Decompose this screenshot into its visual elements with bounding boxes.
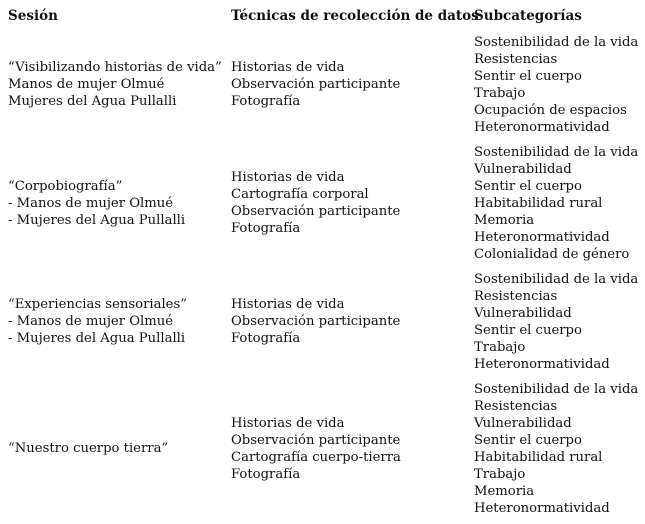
technique-item: Observación participante [231, 204, 401, 219]
technique-item: Cartografía corporal [231, 187, 369, 202]
technique-item: Cartografía cuerpo-tierra [231, 449, 401, 465]
subcategories-cell [474, 143, 644, 263]
session-title: “Nuestro cuerpo tierra” [8, 441, 169, 456]
subcategories-cell [474, 270, 644, 373]
subcategory-item: Resistencias [474, 51, 558, 67]
header-session: Sesión [8, 8, 58, 24]
session-group: - Manos de mujer Olmué [8, 314, 174, 329]
subcategory-item: Resistencias [474, 398, 558, 414]
header-techniques: Técnicas de recolección de datos [231, 8, 479, 24]
subcategory-item: Sostenibilidad de la vida [474, 144, 639, 160]
techniques-cell [231, 380, 471, 517]
technique-item: Fotografía [231, 331, 301, 346]
subcategory-item: Heteronormatividad [474, 356, 610, 372]
table-row [0, 33, 645, 136]
session-group: - Mujeres del Agua Pullalli [8, 212, 186, 228]
technique-item: Historias de vida [231, 415, 345, 431]
session-cell [8, 380, 228, 517]
subcategory-item: Habitabilidad rural [474, 195, 603, 211]
header-subcategories: Subcategorías [474, 8, 582, 24]
table-row [0, 270, 645, 373]
subcategory-item: Heteronormatividad [474, 119, 610, 135]
subcategory-item: Sentir el cuerpo [474, 322, 582, 338]
subcategory-item: Heteronormatividad [474, 500, 610, 516]
technique-item: Historias de vida [231, 297, 345, 312]
session-cell [8, 33, 228, 136]
technique-item: Observación participante [231, 77, 401, 92]
subcategory-item: Sostenibilidad de la vida [474, 34, 639, 50]
session-cell [8, 270, 228, 373]
subcategory-item: Vulnerabilidad [474, 161, 572, 177]
subcategory-item: Memoria [474, 212, 535, 228]
technique-item: Historias de vida [231, 170, 345, 185]
subcategory-item: Sentir el cuerpo [474, 432, 582, 448]
technique-item: Observación participante [231, 432, 401, 448]
session-cell [8, 143, 228, 263]
subcategory-item: Sentir el cuerpo [474, 178, 582, 194]
session-group: - Manos de mujer Olmué [8, 195, 174, 211]
table-header [0, 8, 645, 28]
techniques-cell [231, 270, 471, 373]
subcategory-item: Sentir el cuerpo [474, 68, 582, 84]
subcategory-item: Memoria [474, 483, 535, 499]
subcategory-item: Habitabilidad rural [474, 449, 603, 465]
subcategory-item: Colonialidad de género [474, 246, 630, 262]
subcategory-item: Trabajo [474, 466, 526, 482]
technique-item: Fotografía [231, 221, 301, 236]
session-title: “Experiencias sensoriales” [8, 297, 187, 312]
subcategories-cell [474, 380, 644, 517]
session-group: Manos de mujer Olmué [8, 77, 165, 92]
subcategory-item: Heteronormatividad [474, 229, 610, 245]
technique-item: Fotografía [231, 94, 301, 109]
subcategory-item: Trabajo [474, 85, 526, 101]
subcategory-item: Ocupación de espacios [474, 102, 627, 118]
techniques-cell [231, 33, 471, 136]
subcategory-item: Sostenibilidad de la vida [474, 381, 639, 397]
table-row [0, 143, 645, 263]
technique-item: Fotografía [231, 466, 301, 482]
subcategory-item: Resistencias [474, 288, 558, 304]
subcategories-cell [474, 33, 644, 136]
session-title: “Corpobiografía” [8, 178, 123, 194]
session-group: Mujeres del Agua Pullalli [8, 94, 177, 109]
subcategory-item: Vulnerabilidad [474, 415, 572, 431]
subcategory-item: Vulnerabilidad [474, 305, 572, 321]
subcategory-item: Trabajo [474, 339, 526, 355]
session-title: “Visibilizando historias de vida” [8, 60, 222, 75]
techniques-cell [231, 143, 471, 263]
technique-item: Observación participante [231, 314, 401, 329]
technique-item: Historias de vida [231, 60, 345, 75]
subcategory-item: Sostenibilidad de la vida [474, 271, 639, 287]
table-row [0, 380, 645, 517]
session-group: - Mujeres del Agua Pullalli [8, 331, 186, 346]
